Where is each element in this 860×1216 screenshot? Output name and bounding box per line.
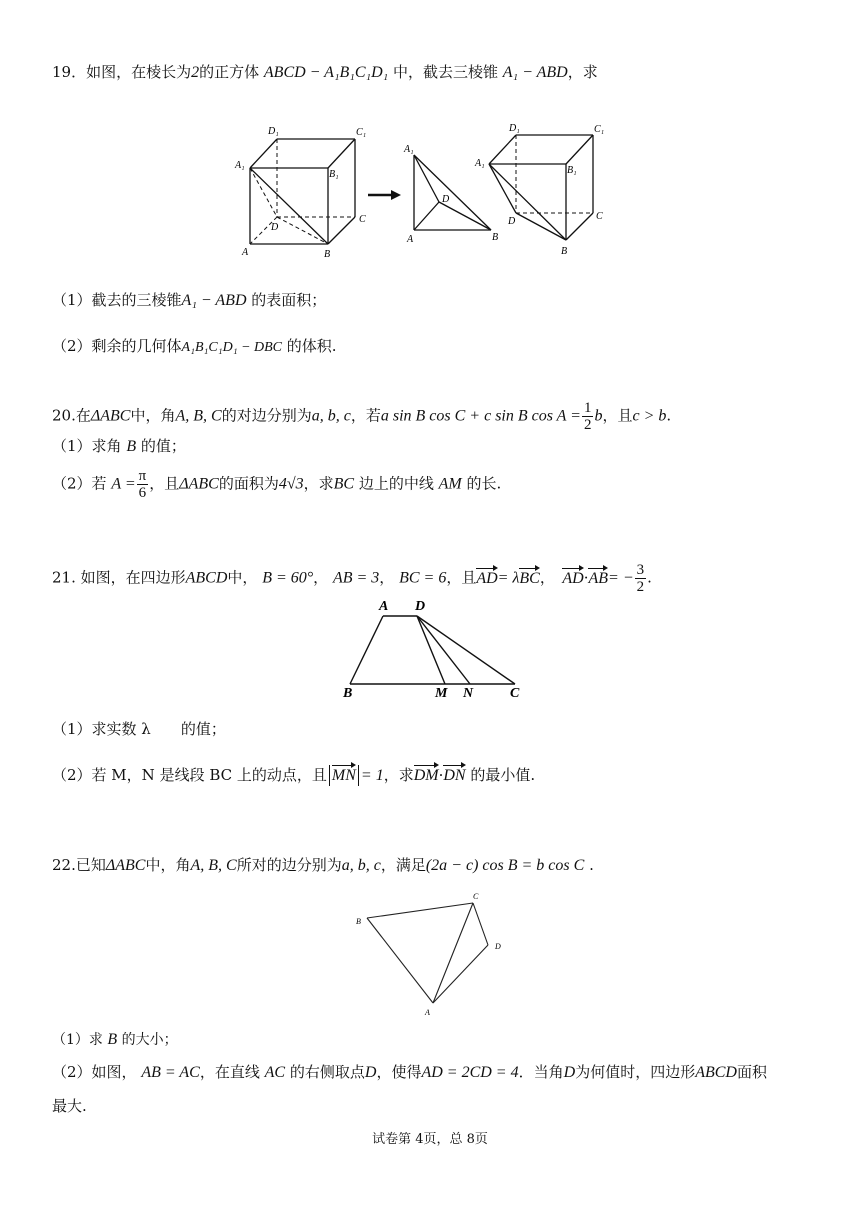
fig19-label: D <box>271 222 279 233</box>
q21-fig-label: B <box>343 686 353 701</box>
q22-fig-label: B <box>356 917 361 926</box>
q22-part2 <box>52 1062 767 1083</box>
q22-fig-label: C <box>473 892 479 901</box>
q22-part2-cont <box>52 1096 87 1116</box>
q20-p2-area: 4√3 <box>278 475 304 493</box>
q22-text: . <box>589 856 594 874</box>
fig19-label: B <box>561 246 568 257</box>
q21-vec-bc: BC <box>519 569 540 587</box>
q20-p2-frac-den: 6 <box>138 485 147 501</box>
q21-fraction <box>635 562 647 595</box>
q20-p2-text: ，求 <box>303 474 334 493</box>
q21-figure <box>335 596 535 701</box>
q20-tri: ΔABC <box>90 407 131 425</box>
arrow-icon <box>391 190 401 200</box>
fig19-label: B <box>324 249 331 260</box>
q21-dot: · <box>583 568 589 587</box>
q21-p2-text: 的最小值. <box>470 766 536 784</box>
q21-bc-eq: BC = 6 <box>399 569 447 587</box>
fig19-label: A₁ <box>404 144 414 155</box>
q19-p2-expr: A₁B₁C₁D₁ − DBC <box>181 340 283 355</box>
q22-text: 中，角 <box>145 856 191 874</box>
fig19-label: A <box>407 234 414 245</box>
q22-p2-text: ．当角 <box>518 1063 564 1081</box>
q20-eq-tail: b <box>594 407 603 425</box>
q21-vec-ad: AD <box>476 569 498 587</box>
q20-frac-num: 1 <box>583 400 592 416</box>
q22-tri: ΔABC <box>105 857 146 874</box>
q22-part1 <box>52 1030 178 1050</box>
q21-b-eq: B = 60° <box>262 569 314 587</box>
q21-ab-eq: AB = 3 <box>332 569 380 587</box>
q19-p1-text: 的表面积； <box>251 291 327 309</box>
q19-p1-text: （1）截去的三棱锥 <box>52 291 182 309</box>
q19-text: 19．如图，在棱长为 <box>52 63 192 81</box>
q21-p2-text: ，求 <box>383 766 414 784</box>
fig19-label: A₁ <box>235 160 245 171</box>
q20-p2-text: 的长. <box>466 474 502 493</box>
q19-stem <box>52 62 598 83</box>
fig19-label: C₁ <box>356 127 367 138</box>
q21-p1-text: （1）求实数 λ 的值； <box>52 720 226 738</box>
q21-fig-label: C <box>510 686 520 701</box>
q21-vec-dm: DM <box>413 767 439 784</box>
q21-fig-label: M <box>435 686 448 701</box>
q22-stem <box>52 855 594 876</box>
q19-part2 <box>52 336 337 358</box>
q22-p2-text: ，在直线 <box>199 1063 260 1081</box>
q22-figure <box>345 888 515 1023</box>
q20-text: ，若 <box>350 406 381 425</box>
q19-text: 中，截去三棱锥 <box>392 63 498 81</box>
q22-p2-d2: D <box>563 1064 576 1081</box>
q20-p2-text: （2）若 <box>52 474 107 493</box>
fig19-label: C <box>596 211 603 222</box>
q20-p2-eq: A = <box>111 475 136 493</box>
q22-p2-text: 面积 <box>736 1063 767 1081</box>
q21-quad: ABCD <box>185 569 228 587</box>
q21-frac-num: 3 <box>636 562 645 578</box>
q20-part1 <box>52 436 186 457</box>
q22-text: 所对的边分别为 <box>236 856 342 874</box>
q20-p1-var: B <box>126 438 137 455</box>
fig19-label: A <box>242 247 249 258</box>
fig19-label: D₁ <box>509 123 520 134</box>
q21-vec-dn: DN <box>443 767 466 784</box>
q20-text: ，且 <box>602 406 633 425</box>
q20-p2-text: 边上的中线 <box>358 474 434 493</box>
q21-p2-text: （2）若 M，N 是线段 BC 上的动点，且 <box>52 766 327 784</box>
q20-p2-text: ，且 <box>149 474 180 493</box>
q20-p2-text: 的面积为 <box>218 474 279 493</box>
q22-eq: (2a − c) cos B = b cos C <box>425 857 585 874</box>
q19-p2-text: （2）剩余的几何体 <box>52 337 182 355</box>
q21-vec-mn: MN <box>331 767 356 784</box>
q20-angles: A, B, C <box>175 407 222 425</box>
q22-p1-text: （1）求 <box>52 1032 103 1048</box>
q21-eq-neg: = − <box>608 569 634 587</box>
q22-angles: A, B, C <box>190 857 237 874</box>
q20-p2-fraction <box>137 468 149 501</box>
q20-sides: a, b, c <box>311 407 351 425</box>
q21-text: 21. 如图，在四边形 <box>52 568 186 587</box>
fig19-label: B₁ <box>329 169 339 180</box>
q21-text: . <box>647 568 652 587</box>
q21-text: ，且 <box>446 568 477 587</box>
q19-pyramid: A₁ − ABD <box>502 64 568 81</box>
q19-part1 <box>52 290 326 311</box>
q20-text: 20.在 <box>52 406 91 425</box>
q22-fig-label: A <box>425 1008 430 1017</box>
q22-p2-d: D <box>364 1064 377 1081</box>
q21-vec-ab: AB <box>588 569 609 587</box>
q21-eq-lambda: = λ <box>497 569 520 587</box>
q21-text: 中， <box>227 568 258 587</box>
q19-text: 的正方体 <box>199 63 260 81</box>
page-footer: 试卷第 4页，总 8页 <box>372 1132 488 1147</box>
q22-text: 22.已知 <box>52 856 106 874</box>
q19-p1-expr: A₁ − ABD <box>181 292 247 309</box>
q19-edge: 2 <box>191 64 200 81</box>
q20-p1-text: （1）求角 <box>52 437 122 455</box>
q21-frac-den: 2 <box>636 579 645 595</box>
fig19-label: C₁ <box>594 124 605 135</box>
q21-stem: 21. 如图，在四边形ABCD中， B = 60°， AB = 3， BC = 6，且AD= λBC， AD·AB= − $\frac{3}{2}$ . <box>52 562 652 595</box>
q20-fraction <box>582 400 594 433</box>
q22-p2-text: （2）如图， <box>52 1063 137 1081</box>
q21-p2-dot: · <box>438 766 444 784</box>
q20-eq: a sin B cos C + c sin B cos A = <box>380 407 581 425</box>
q22-p2-text: 最大. <box>52 1097 87 1115</box>
q22-p1-text: 的大小； <box>121 1032 178 1048</box>
q21-fig-label: N <box>463 686 474 701</box>
q21-fig-label: D <box>415 599 426 614</box>
fig19-label: D₁ <box>268 126 279 137</box>
q20-text: 的对边分别为 <box>221 406 312 425</box>
q20-p2-bc: BC <box>333 475 355 493</box>
q22-p2-text: 的右侧取点 <box>289 1063 365 1081</box>
q20-p2-tri: ΔABC <box>179 475 219 493</box>
q22-p2-ac: AC <box>264 1064 286 1081</box>
fig19-label: A₁ <box>475 158 485 169</box>
q21-vec-ad2: AD <box>562 569 584 587</box>
fig19-label: D <box>442 194 450 205</box>
fig19-label: D <box>508 216 516 227</box>
q19-text: ，求 <box>567 63 598 81</box>
q21-fig-label: A <box>379 599 389 614</box>
q20-text: . <box>666 406 672 425</box>
q19-p2-text: 的体积. <box>286 337 337 355</box>
q20-cond: c > b <box>632 407 667 425</box>
q20-p2-frac-num: π <box>138 468 147 484</box>
q21-part1 <box>52 719 226 739</box>
q20-p1-text: 的值； <box>140 437 186 455</box>
q22-text: ，满足 <box>380 856 426 874</box>
fig19-label: B₁ <box>567 165 577 176</box>
q22-p2-text: ，使得 <box>376 1063 422 1081</box>
q21-abs <box>329 765 359 786</box>
q20-stem <box>52 400 671 433</box>
q20-p2-am: AM <box>438 475 462 493</box>
q20-part2 <box>52 468 501 501</box>
q21-p2-eq: = 1 <box>360 767 384 784</box>
q19-figure <box>225 118 625 263</box>
q22-p2-eq2: AD = 2CD = 4 <box>421 1064 519 1081</box>
fig19-label: B <box>492 232 499 243</box>
q22-sides: a, b, c <box>341 857 381 874</box>
q20-frac-den: 2 <box>583 417 592 433</box>
q22-p2-quad: ABCD <box>695 1064 737 1081</box>
q20-text: 中，角 <box>130 406 176 425</box>
fig19-label: C <box>359 214 366 225</box>
q21-part2 <box>52 765 535 786</box>
q22-p1-var: B <box>107 1031 118 1048</box>
q19-cube: ABCD − A₁B₁C₁D₁ <box>263 64 389 81</box>
q22-fig-label: D <box>495 942 501 951</box>
q22-p2-text: 为何值时，四边形 <box>575 1063 696 1081</box>
q22-p2-eq1: AB = AC <box>141 1064 200 1081</box>
